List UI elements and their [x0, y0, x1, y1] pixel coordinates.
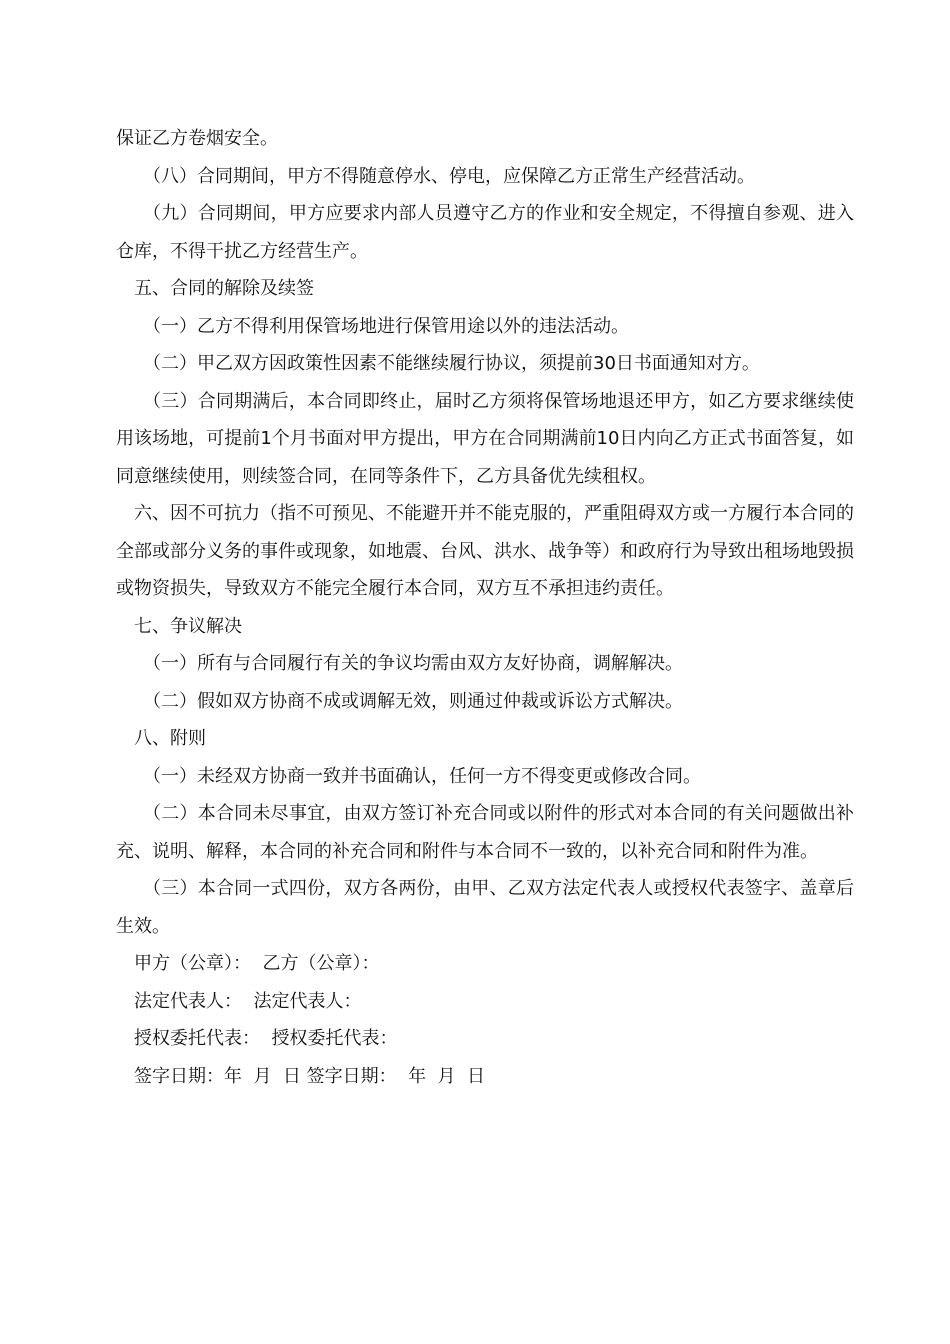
section-6-force-majeure: 六、因不可抗力（指不可预见、不能避开并不能克服的，严重阻碍双方或一方履行本合同的全部或部分义务的事件或现象，如地震、台风、洪水、战争等）和政府行为导致出租场地毁损或物资损失，导致双方不能完全履行本合同，双方互不承担违约责任。	[116, 503, 854, 599]
paragraph: 保证乙方卷烟安全。	[116, 128, 278, 149]
clause-5-3: （三）合同期满后，本合同即终止，届时乙方须将保管场地退还甲方，如乙方要求继续使用该场地，可提前1个月书面对甲方提出，甲方在合同期满前10日内向乙方正式书面答复，如同意继续使用，则续签合同，在同等条件下，乙方具备优先续租权。	[116, 390, 854, 487]
section-heading-8: 八、附则	[134, 728, 206, 749]
party-a-seal-label: 甲方（公章）：	[134, 953, 251, 974]
clause-7-1: （一）所有与合同履行有关的争议均需由双方友好协商，调解解决。	[143, 653, 683, 674]
sign-date-b-label: 签字日期： 年 月 日	[306, 1065, 485, 1087]
signature-seal-line	[116, 945, 854, 983]
clause-7-2: （二）假如双方协商不成或调解无效，则通过仲裁或诉讼方式解决。	[143, 690, 683, 712]
clause-8-3: （三）本合同一式四份，双方各两份，由甲、乙双方法定代表人或授权代表签字、盖章后生效。	[116, 878, 854, 937]
sign-date-a-label: 签字日期：年 月 日	[134, 1065, 301, 1087]
auth-rep-b-label: 授权委托代表：	[271, 1028, 398, 1049]
clause-8-1: （一）未经双方协商一致并书面确认，任何一方不得变更或修改合同。	[143, 765, 701, 787]
clause-5-2: （二）甲乙双方因政策性因素不能继续履行协议，须提前30日书面通知对方。	[143, 353, 760, 374]
party-b-seal-label: 乙方（公章）：	[262, 953, 380, 974]
signature-date-line	[116, 1058, 854, 1096]
clause-9: （九）合同期间，甲方应要求内部人员遵守乙方的作业和安全规定，不得擅自参观、进入仓库，不得干扰乙方经营生产。	[116, 203, 854, 262]
legal-rep-a-label: 法定代表人：	[134, 990, 242, 1012]
clause-8: （八）合同期间，甲方不得随意停水、停电，应保障乙方正常生产经营活动。	[143, 165, 755, 187]
clause-5-1: （一）乙方不得利用保管场地进行保管用途以外的违法活动。	[143, 315, 629, 337]
section-heading-5: 五、合同的解除及续签	[134, 278, 314, 299]
clause-8-2: （二）本合同未尽事宜，由双方签订补充合同或以附件的形式对本合同的有关问题做出补充、说明、解释，本合同的补充合同和附件与本合同不一致的，以补充合同和附件为准。	[116, 803, 854, 862]
signature-auth-rep-line	[116, 1020, 854, 1058]
auth-rep-a-label: 授权委托代表：	[134, 1028, 260, 1049]
signature-legal-rep-line	[116, 983, 854, 1021]
contract-body	[116, 120, 854, 1095]
legal-rep-b-label: 法定代表人：	[253, 990, 362, 1012]
section-heading-7: 七、争议解决	[134, 615, 242, 637]
